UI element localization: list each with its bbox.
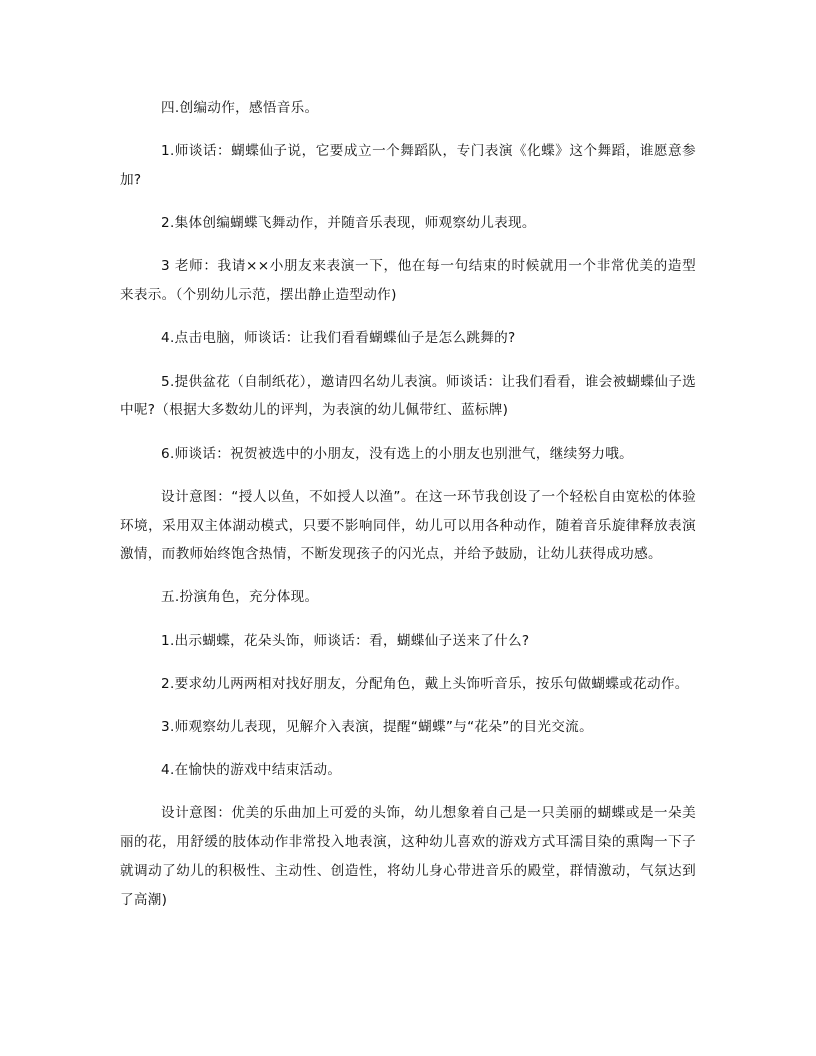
- design-intent-paragraph: 设计意图：优美的乐曲加上可爱的头饰，幼儿想象着自己是一只美丽的蝴蝶或是一朵美丽的花，用舒缓的肢体动作非常投入地表演，这种幼儿喜欢的游戏方式耳濡目染的熏陶一下子就调动了幼儿的积极性、主动性、创造性，将幼儿身心带进音乐的殿堂，群情激动，气氛达到了高潮): [120, 805, 696, 908]
- paragraph: 3.师观察幼儿表现，见解介入表演，提醒“蝴蝶”与“花朵”的目光交流。: [161, 719, 593, 736]
- document-body: [120, 94, 696, 929]
- design-intent-paragraph: 设计意图：“授人以鱼，不如授人以渔”。在这一环节我创设了一个轻松自由宽松的体验环境，采用双主体湖动模式，只要不影响同伴，幼儿可以用各种动作，随着音乐旋律释放表演激情，而教师始终饱含热情，不断发现孩子的闪光点，并给予鼓励，让幼儿获得成功感。: [120, 488, 696, 563]
- paragraph: 2.要求幼儿两两相对找好朋友，分配角色，戴上头饰听音乐，按乐句做蝴蝶或花动作。: [161, 675, 689, 692]
- paragraph: 6.师谈话：祝贺被选中的小朋友，没有选上的小朋友也别泄气，继续努力哦。: [161, 445, 634, 462]
- paragraph: 1.师谈话：蝴蝶仙子说，它要成立一个舞蹈队，专门表演《化蝶》这个舞蹈，谁愿意参加?: [120, 143, 696, 188]
- paragraph: 2.集体创编蝴蝶飞舞动作，并随音乐表现，师观察幼儿表现。: [161, 215, 536, 232]
- paragraph: 4.在愉快的游戏中结束活动。: [161, 762, 342, 779]
- section-heading-five: 五.扮演角色，充分体现。: [161, 589, 319, 606]
- paragraph: 3 老师：我请××小朋友来表演一下，他在每一句结束的时候就用一个非常优美的造型来表示。（个别幼儿示范，摆出静止造型动作): [120, 258, 696, 304]
- paragraph: 5.提供盆花（自制纸花），邀请四名幼儿表演。师谈话：让我们看看，谁会被蝴蝶仙子选中呢?（根据大多数幼儿的评判，为表演的幼儿佩带红、蓝标牌): [120, 373, 696, 419]
- paragraph: 1.出示蝴蝶，花朵头饰，师谈话：看，蝴蝶仙子送来了什么?: [161, 632, 530, 649]
- section-heading-four: 四.创编动作，感悟音乐。: [161, 100, 319, 116]
- paragraph: 4.点击电脑，师谈话：让我们看看蝴蝶仙子是怎么跳舞的?: [161, 330, 516, 347]
